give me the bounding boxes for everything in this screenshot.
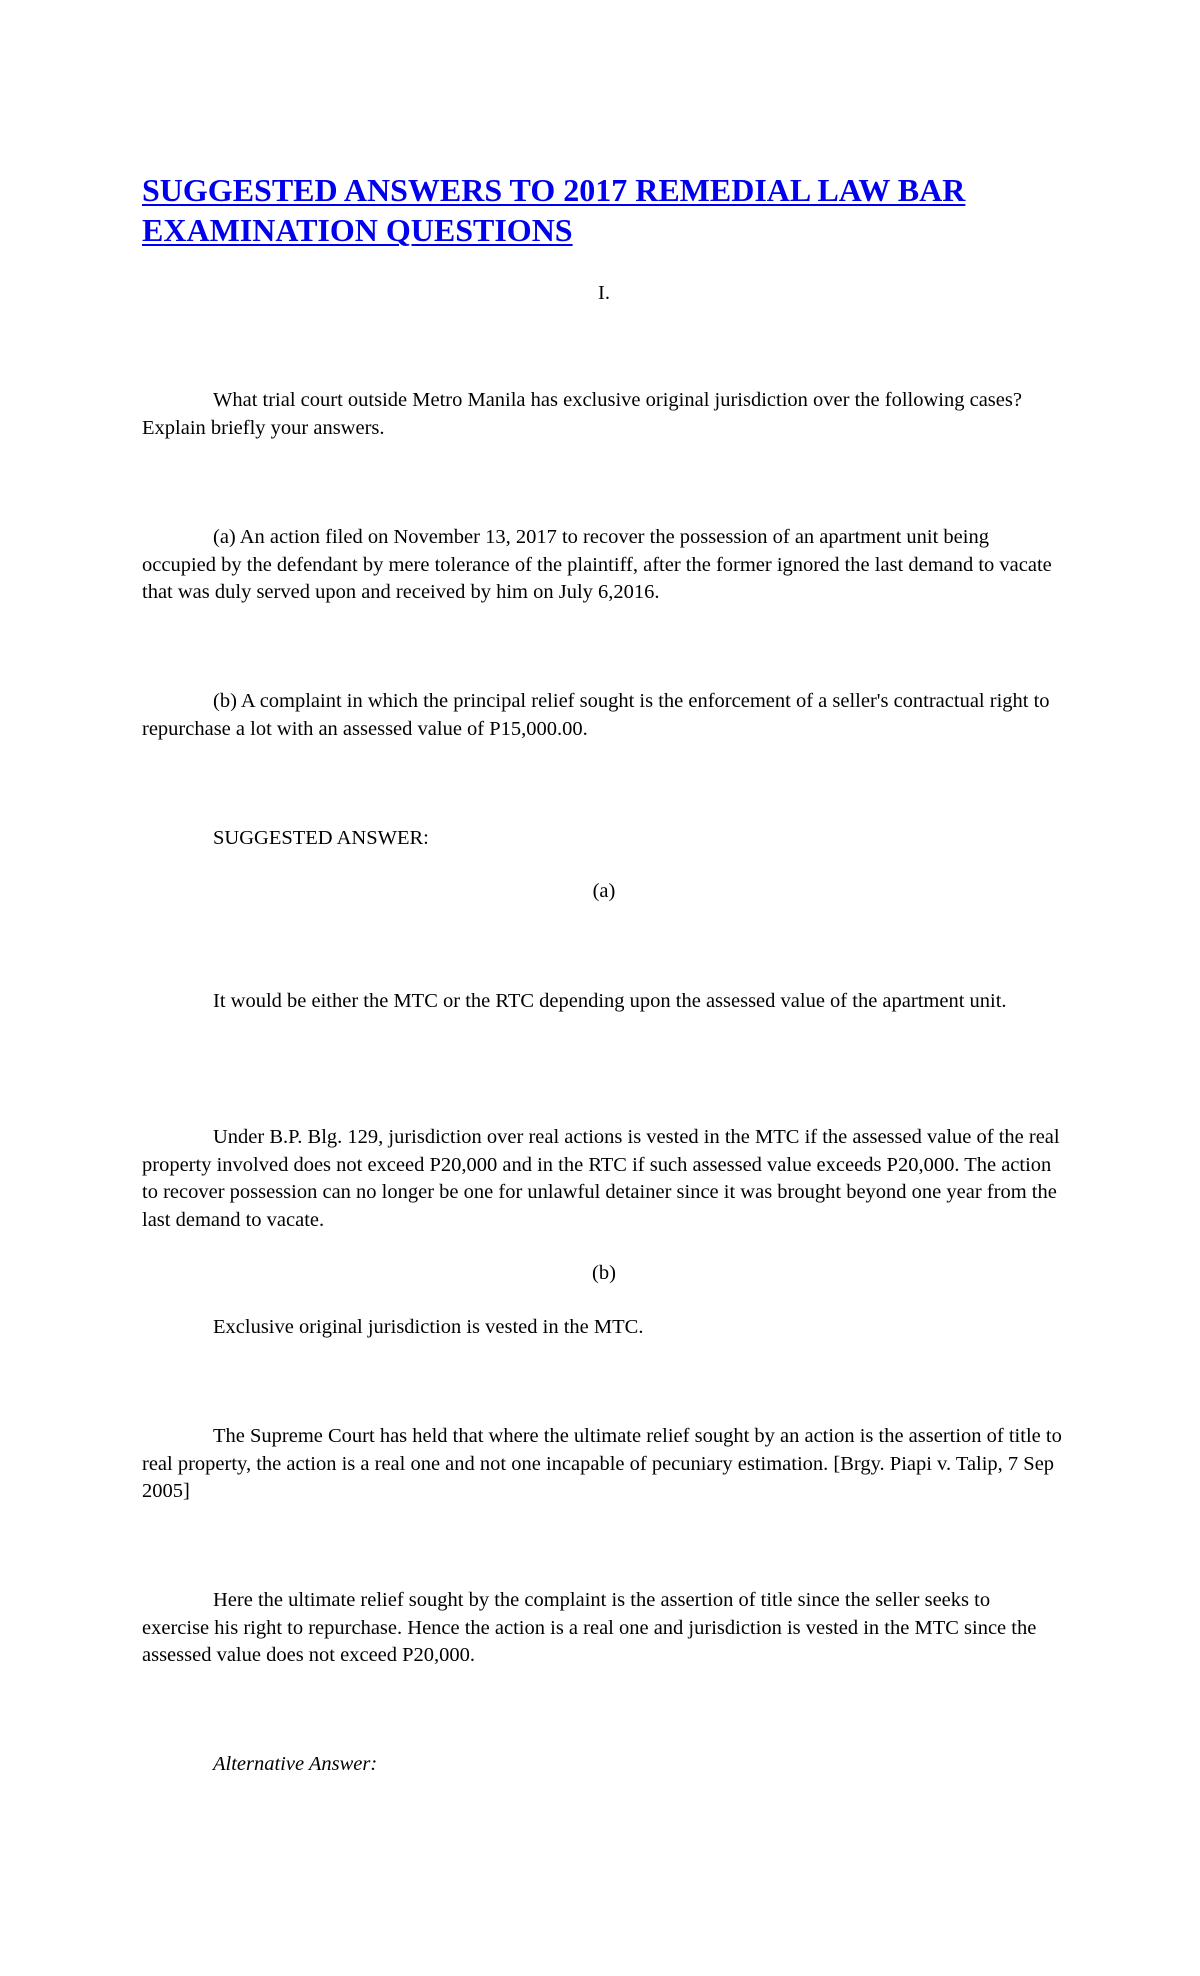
question-a: (a) An action filed on November 13, 2017 to recover the possession of an apartment unit being occupied by the defendant by mere tolerance of the plaintiff, after the former ignored the last demand to vacate that was duly served upon and received by him on July 6,2016. [142, 526, 1052, 603]
answer-b-paragraph-1: Exclusive original jurisdiction is vested in the MTC. [213, 1316, 644, 1338]
question-intro: What trial court outside Metro Manila has exclusive original jurisdiction over the following cases? Explain briefly your answers. [142, 389, 1022, 439]
question-b: (b) A complaint in which the principal relief sought is the enforcement of a seller's contractual right to repurchase a lot with an assessed value of P15,000.00. [142, 690, 1050, 740]
answer-b-paragraph-2: The Supreme Court has held that where the ultimate relief sought by an action is the assertion of title to real property, the action is a real one and not one incapable of pecuniary estimation. [Brgy. Piapi v. Talip, 7 Sep 2005] [142, 1425, 1062, 1502]
answer-a-paragraph-1: It would be either the MTC or the RTC depending upon the assessed value of the apartment unit. [213, 990, 1007, 1012]
alternative-answer-label: Alternative Answer: [213, 1753, 378, 1775]
answer-a-label: (a) [592, 880, 616, 902]
suggested-answer-label: SUGGESTED ANSWER: [213, 827, 429, 849]
section-number: I. [598, 282, 610, 304]
answer-b-label: (b) [592, 1262, 616, 1284]
answer-a-paragraph-2: Under B.P. Blg. 129, jurisdiction over real actions is vested in the MTC if the assessed value of the real property involved does not exceed P20,000 and in the RTC if such assessed value exceeds P20,000. The action to recover possession can no longer be one for unlawful detainer since it was brought beyond one year from the last demand to vacate. [142, 1126, 1060, 1231]
document-title: SUGGESTED ANSWERS TO 2017 REMEDIAL LAW BAR EXAMINATION QUESTIONS [142, 172, 966, 248]
answer-b-paragraph-3: Here the ultimate relief sought by the complaint is the assertion of title since the seller seeks to exercise his right to repurchase. Hence the action is a real one and jurisdiction is vested in the MTC since the assessed value does not exceed P20,000. [142, 1589, 1037, 1666]
